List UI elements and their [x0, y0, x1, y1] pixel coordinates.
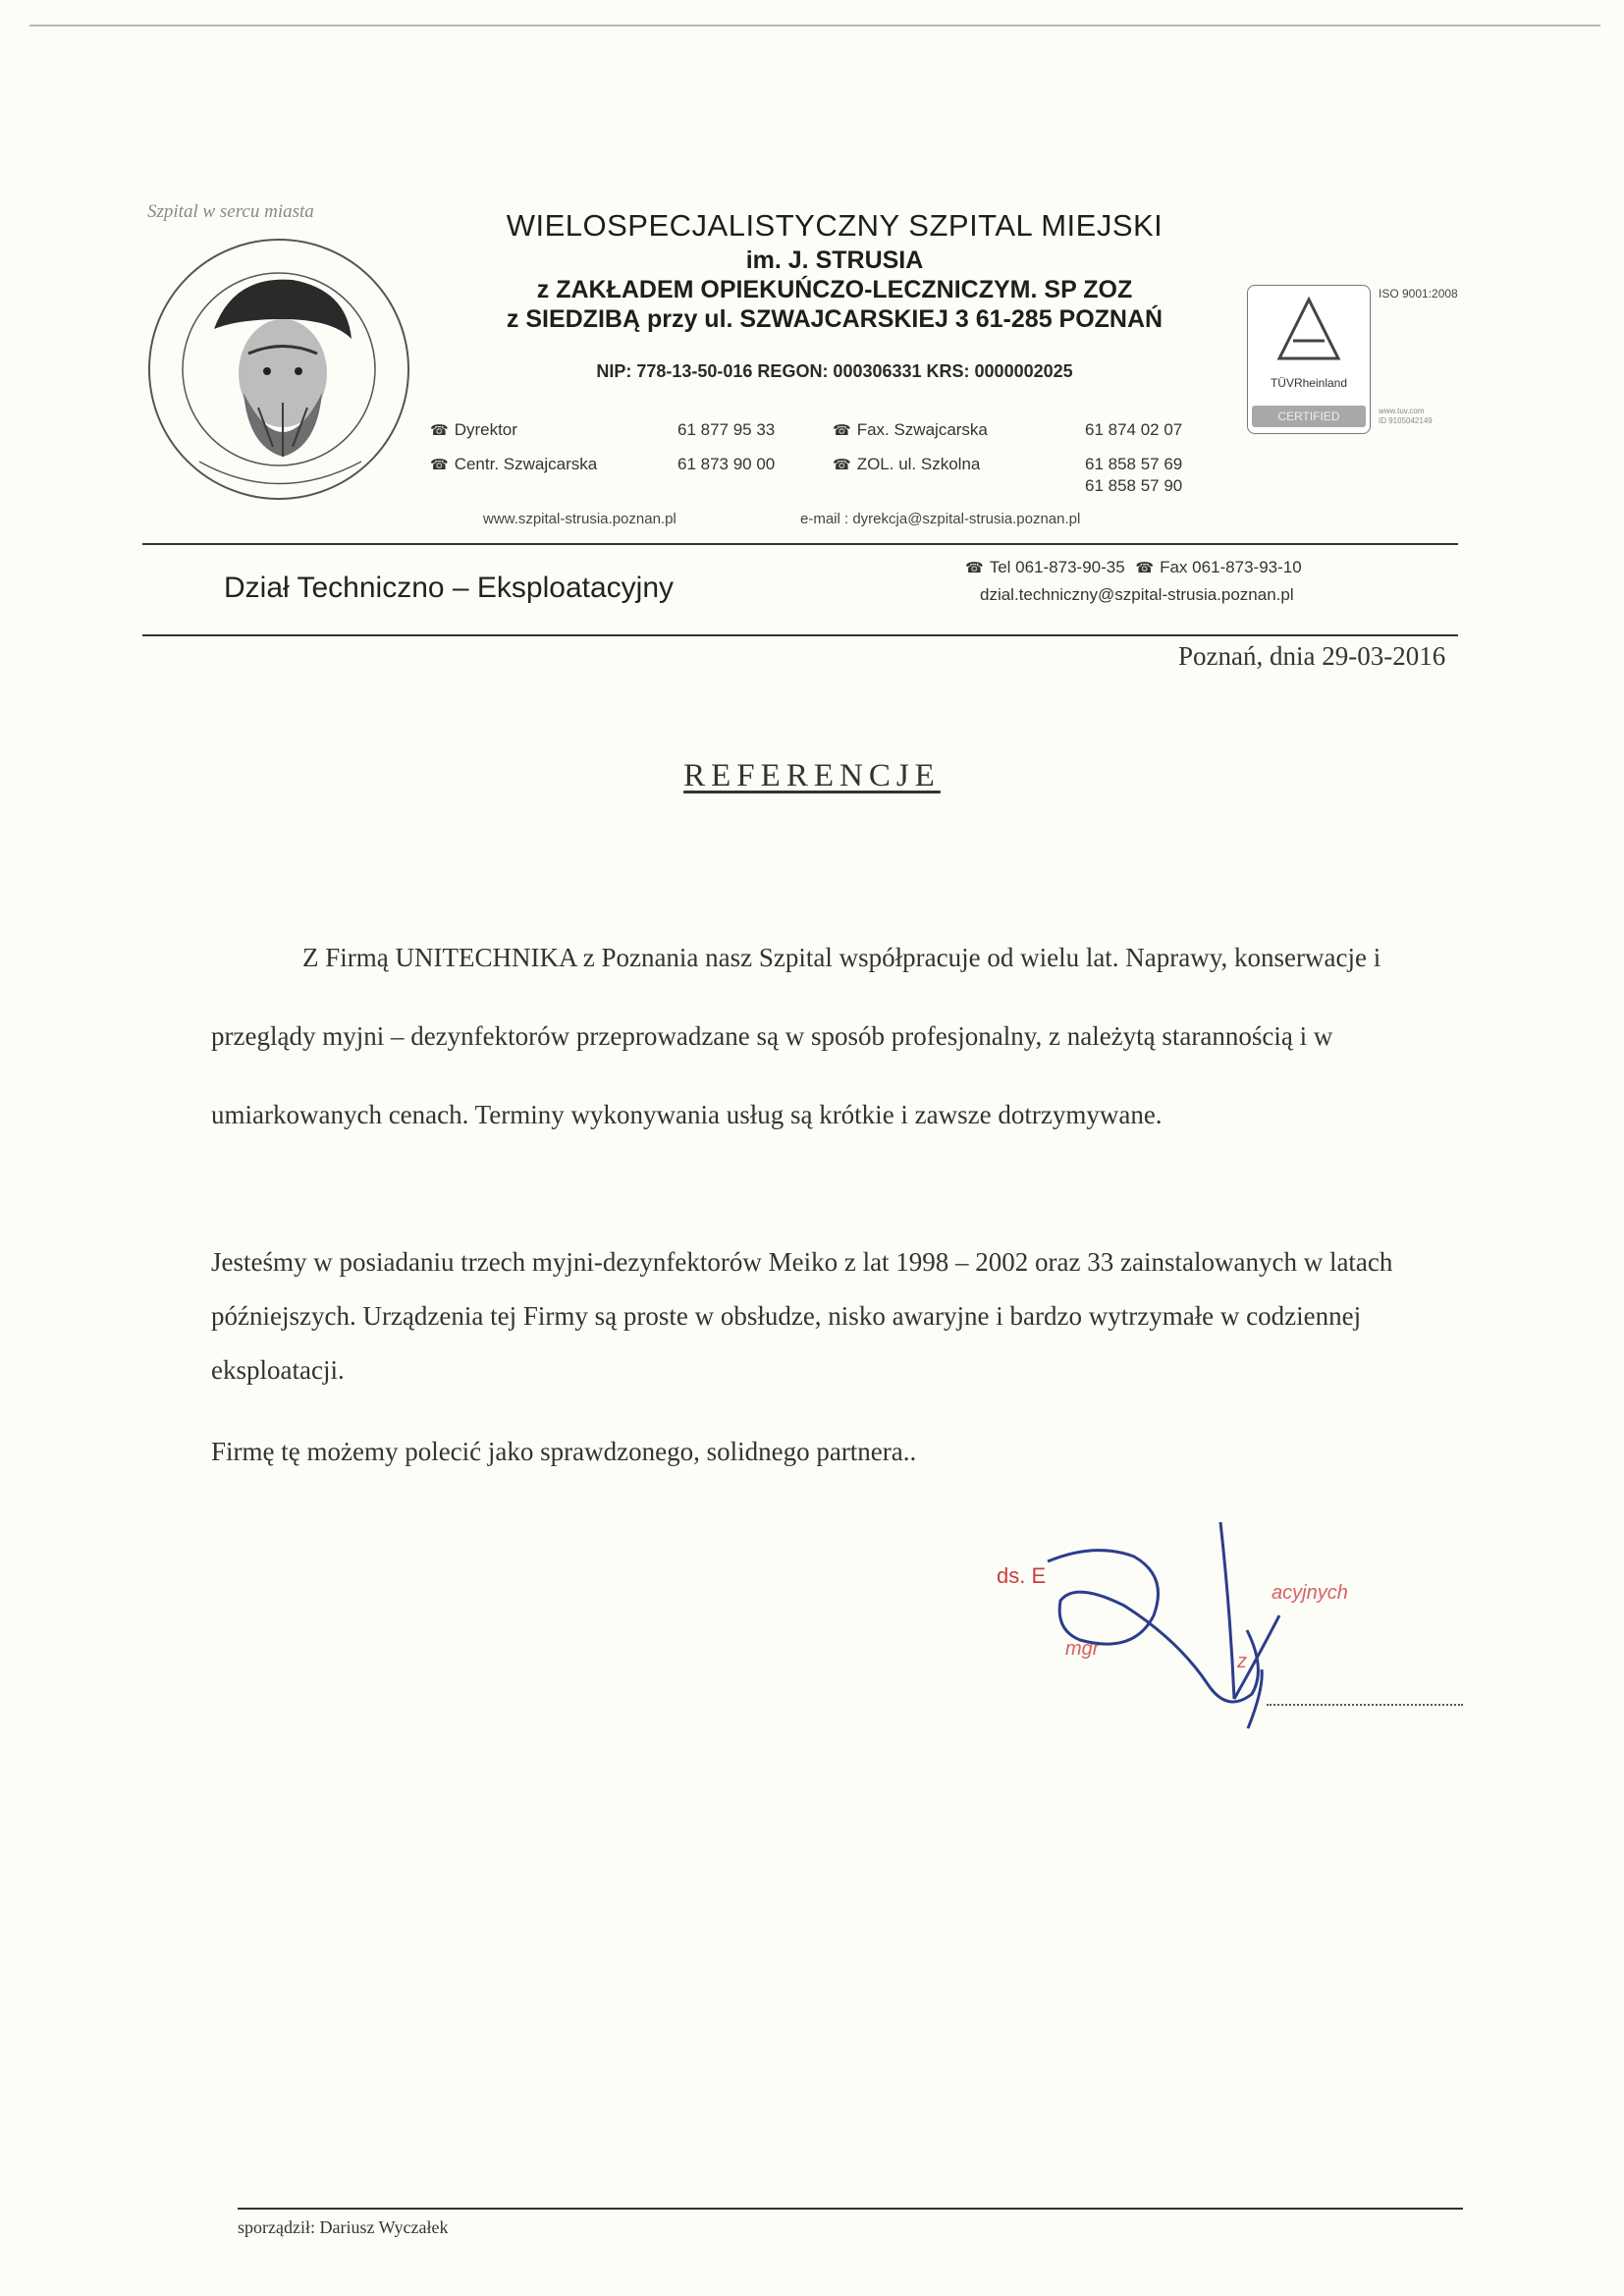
department-phone-fax: ☎ Tel 061-873-90-35 ☎ Fax 061-873-93-10	[965, 558, 1302, 576]
phone-icon: ☎	[430, 422, 449, 439]
contact-fax: ☎ Fax. Szwajcarska	[833, 420, 988, 439]
contact-zol-number: 61 858 57 69	[1085, 455, 1183, 473]
contact-fax-number: 61 874 02 07	[1085, 420, 1183, 439]
header-divider	[142, 543, 1458, 545]
stamp-fragment-4: z	[1237, 1651, 1247, 1672]
phone-icon: ☎	[833, 422, 851, 439]
hospital-motto: Szpital w sercu miasta	[147, 201, 314, 222]
department-email[interactable]: dzial.techniczny@szpital-strusia.poznan.pl	[980, 585, 1294, 604]
tuv-web: www.tuv.com ID 9105042149	[1379, 407, 1433, 425]
hospital-name: WIELOSPECJALISTYCZNY SZPITAL MIEJSKI	[506, 208, 1164, 243]
signature-line	[1267, 1704, 1463, 1706]
stamp-fragment-3: mgr	[1065, 1638, 1100, 1660]
contact-director-number: 61 877 95 33	[677, 420, 776, 439]
tuv-certificate-badge	[1247, 285, 1371, 434]
hospital-registry-ids: NIP: 778-13-50-016 REGON: 000306331 KRS: 0000002025	[596, 361, 1073, 381]
signature-stamp	[967, 1522, 1478, 1768]
contact-central-number: 61 873 90 00	[677, 455, 776, 473]
letter-paragraph-2: Jesteśmy w posiadaniu trzech myjni-dezynfektorów Meiko z lat 1998 – 2002 oraz 33 zainstalowanych w latach późniejszych. Urządzenia tej Firmy są proste w obsłudze, nisko awaryjne i bardzo wytrzymałe w codziennej eksploatacji.	[211, 1247, 1393, 1385]
contact-director: ☎ Dyrektor	[430, 420, 517, 439]
prepared-by: sporządził: Dariusz Wyczałek	[238, 2217, 449, 2237]
phone-icon: ☎	[430, 457, 449, 473]
hospital-patron: im. J. STRUSIA	[745, 246, 924, 274]
hospital-email[interactable]: e-mail : dyrekcja@szpital-strusia.poznan.pl	[800, 511, 1081, 527]
hospital-seal-icon	[145, 236, 412, 503]
stamp-fragment-2: acyjnych	[1272, 1582, 1348, 1604]
letter-date: Poznań, dnia 29-03-2016	[1178, 641, 1446, 671]
stamp-fragment-1: ds. E	[997, 1563, 1047, 1588]
contact-zol: ☎ ZOL. ul. Szkolna	[833, 455, 981, 473]
tuv-certified-label: CERTIFIED	[1252, 406, 1366, 427]
hospital-website[interactable]: www.szpital-strusia.poznan.pl	[483, 511, 677, 527]
department-name: Dział Techniczno – Eksploatacyjny	[224, 572, 675, 604]
footer-divider	[238, 2208, 1463, 2210]
tuv-brand: TÜVRheinland	[1270, 376, 1348, 390]
contact-zol-number-2: 61 858 57 90	[1085, 476, 1183, 495]
letter-paragraph-1: Z Firmą UNITECHNIKA z Poznania nasz Szpital współpracuje od wielu lat. Naprawy, konserwacje i przeglądy myjni – dezynfektorów przeprowadzane są w sposób profesjonalny, z należytą starannością i w umiarkowanych cenach. Terminy wykonywania usług są krótkie i zawsze dotrzymywane.	[211, 943, 1381, 1129]
letter-title: REFERENCJE	[683, 758, 941, 793]
top-edge-line	[29, 25, 1600, 27]
fax-icon: ☎	[1135, 560, 1155, 576]
hospital-unit: z ZAKŁADEM OPIEKUŃCZO-LECZNICZYM. SP ZOZ	[536, 276, 1133, 303]
phone-icon: ☎	[965, 560, 984, 576]
contact-central: ☎ Centr. Szwajcarska	[430, 455, 598, 473]
department-divider	[142, 634, 1458, 636]
iso-standard: ISO 9001:2008	[1379, 287, 1458, 301]
phone-icon: ☎	[833, 457, 851, 473]
tuv-triangle-icon	[1248, 286, 1370, 374]
letter-paragraph-3: Firmę tę możemy polecić jako sprawdzonego, solidnego partnera..	[211, 1437, 917, 1466]
hospital-address: z SIEDZIBĄ przy ul. SZWAJCARSKIEJ 3 61-285 POZNAŃ	[506, 305, 1164, 333]
